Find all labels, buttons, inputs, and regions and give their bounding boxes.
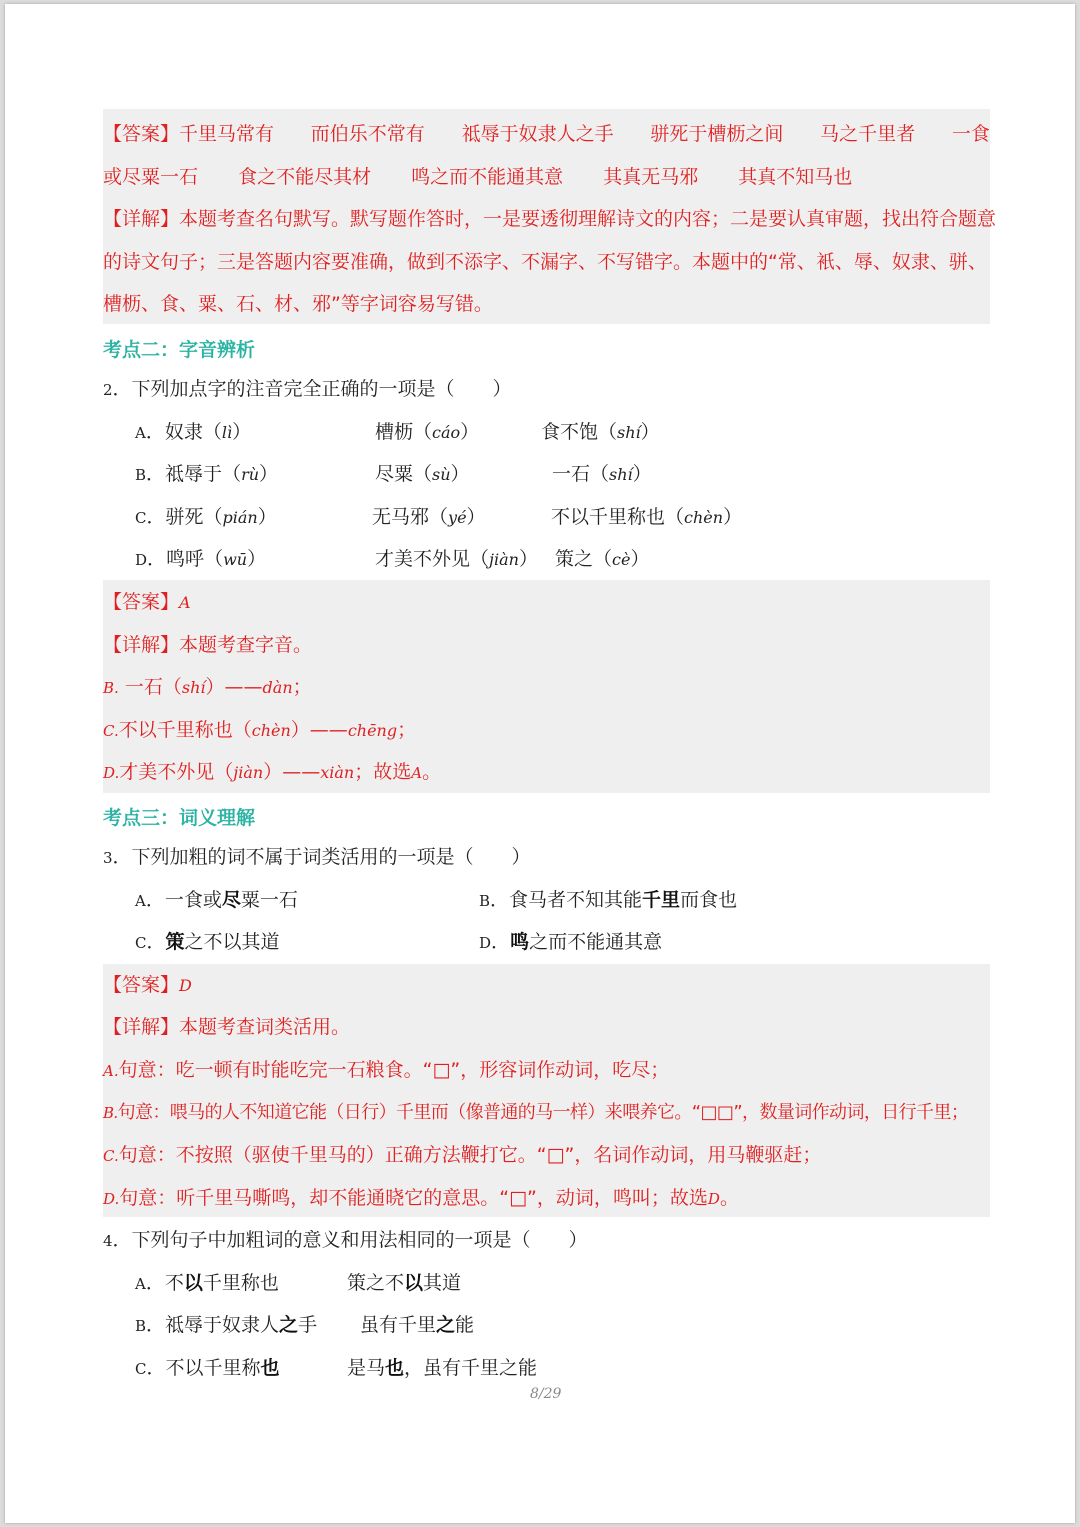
detail-text: 本题考查词类活用。 [179,1016,351,1038]
pinyin: rù [241,465,260,484]
q3-stem [103,845,531,870]
option-letter: A [135,892,146,910]
q2-option-b-word3: 一石（shí） [552,463,652,485]
q2-fix-b: B. 一石（shí）——dàn； [103,676,312,698]
question-number: 4 [103,1232,113,1250]
option-text: 之而不能通其意 [529,931,663,953]
q4-option-a-second [347,1271,461,1295]
pinyin-wrong: chèn [251,721,291,740]
answer-value: D [707,1190,720,1208]
bold-word: 也 [260,1357,280,1379]
detail-label: 【详解】 [103,1016,180,1038]
bold-word: 策 [165,931,185,953]
bold-word: 之 [436,1314,456,1336]
option-letter: B [479,892,491,910]
q2-option-a[interactable]: A．奴隶（lì） [135,421,252,443]
answer-item: 一食 [951,123,990,145]
answer-label: 【答案】 [103,123,180,145]
detail-label: 【详解】 [103,208,180,230]
answer-value: D [179,976,192,995]
page-number: 8/29 [530,1386,562,1402]
option-letter: C [135,1360,147,1378]
q2-option-a-word3: 食不饱（shí） [541,421,660,443]
punct: ；故选 [354,761,412,783]
punct: 。 [422,761,442,783]
q2-fix-d: D.才美不外见（jiàn）——xiàn；故选A。 [103,761,442,783]
q3-option-a[interactable] [135,888,298,913]
q4-stem [103,1228,588,1253]
pinyin: yé [448,508,467,527]
q1-detail-line-3: 槽枥、食、粟、石、材、邪”等字词容易写错。 [103,293,493,315]
pinyin-right: chēng [347,721,398,740]
question-text: ．下列加粗的词不属于词类活用的一项是（ ） [112,846,531,868]
option-text: 是马 [347,1357,386,1379]
option-letter: C [135,934,147,952]
pinyin: cè [612,550,631,569]
answer-item: 而伯乐不常有 [310,123,425,145]
q4-option-b-second [360,1313,474,1337]
q2-option-b[interactable]: B．祗辱于（rù） [135,463,279,485]
q2-option-b-word2: 尽粟（sù） [375,463,470,485]
answer-value: A [411,764,423,782]
q1-detail-line-1 [103,207,996,231]
punct: ； [397,719,417,741]
pinyin: shí [617,423,641,442]
explain-text: 句意：吃一顿有时能吃完一石粮食。“□”，形容词作动词，吃尽； [118,1059,670,1081]
option-word: 不以千里称也 [551,506,666,528]
section-heading: 考点二：字音辨析 [103,339,256,361]
option-word: 无马邪 [372,506,430,528]
answer-item: 骈死于槽枥之间 [650,123,784,145]
punct: 。 [719,1187,739,1209]
q2-option-d-word2: 才美不外见（jiàn） [375,548,538,570]
q4-option-a[interactable] [135,1271,279,1296]
q3-answer-box [103,964,990,1217]
option-text: 粟一石 [240,889,298,911]
option-text: ．不 [145,1272,184,1294]
question-number: 2 [103,381,113,399]
option-word: 一石 [552,463,591,485]
question-number: 3 [103,849,113,867]
answer-label: 【答案】 [103,591,180,613]
option-letter: C [135,509,147,527]
explain-text: 句意：不按照（驱使千里马的）正确方法鞭打它。“□”，名词作动词，用马鞭驱赶； [118,1144,822,1166]
option-word: 奴隶 [164,421,203,443]
q4-option-b[interactable] [135,1313,317,1338]
bold-word: 千里 [642,889,681,911]
option-word: 祗辱于 [165,463,223,485]
pinyin: chèn [684,508,724,527]
pinyin: sù [432,465,451,484]
option-text: 手 [298,1314,318,1336]
document-page [5,4,1075,1523]
q3-explain-c [103,1143,821,1168]
q3-explain-a [103,1058,669,1083]
q2-option-c-word2: 无马邪（yé） [372,506,486,528]
bold-word: 之 [279,1314,299,1336]
pinyin-wrong: shí [181,678,206,697]
option-letter: B. [103,679,119,697]
option-text: 能 [455,1314,475,1336]
option-letter: A [135,1275,146,1293]
bold-word: 也 [385,1357,405,1379]
question-text: ．下列句子中加粗词的意义和用法相同的一项是（ ） [112,1229,588,1251]
pinyin: pián [222,508,258,527]
q3-option-d[interactable] [479,930,662,955]
pinyin: cáo [432,423,461,442]
option-letter: A. [103,1062,119,1080]
option-word: 策之 [555,548,594,570]
option-word: 槽枥 [375,421,414,443]
option-text: ．祗辱于奴隶人 [146,1314,280,1336]
option-letter: D. [103,764,120,782]
answer-item: 或尽粟一石 [103,166,199,188]
option-letter: D [135,551,148,569]
q2-option-d[interactable]: D．鸣呼（wū） [135,548,267,570]
option-word: 鸣呼 [166,548,205,570]
option-text: ． [491,931,511,953]
q2-option-d-word3: 策之（cè） [555,548,650,570]
q2-option-c-word3: 不以千里称也（chèn） [551,506,743,528]
option-word: 骈死 [165,506,204,528]
fix-word: 一石 [124,676,163,698]
q3-option-c[interactable] [135,930,280,955]
option-letter: B. [103,1104,118,1122]
q2-stem [103,377,512,402]
q3-option-b[interactable] [479,888,737,913]
answer-label: 【答案】 [103,974,180,996]
answer-item: 鸣之而不能通其意 [411,166,564,188]
q2-option-a-word2: 槽枥（cáo） [375,421,480,443]
q3-explain-b [103,1101,968,1125]
pinyin-right: xiàn [320,763,355,782]
detail-label: 【详解】 [103,634,180,656]
option-letter: C. [103,1147,119,1165]
pinyin: shí [609,465,633,484]
question-text: ．下列加点字的注音完全正确的一项是（ ） [112,378,512,400]
q3-explain-d [103,1186,739,1211]
answer-value: A [179,593,191,612]
option-text: 其道 [423,1272,462,1294]
pinyin-right: dàn [262,678,293,697]
explain-text: 句意：喂马的人不知道它能（日行）千里而（像普通的马一样）来喂养它。“□□”，数量词作动词，日行千里； [117,1102,969,1123]
option-text: ．食马者不知其能 [490,889,643,911]
q3-detail [103,1015,350,1039]
answer-item: 其真不知马也 [738,166,853,188]
option-text: ． [146,931,166,953]
option-letter: D. [103,1190,120,1208]
pinyin-wrong: jiàn [233,763,264,782]
option-letter: B [135,1317,147,1335]
option-text: ．一食或 [145,889,222,911]
detail-text: 本题考查名句默写。默写题作答时，一是要透彻理解诗文的内容；二是要认真审题，找出符合题意 [179,208,997,230]
punct: ； [292,676,312,698]
q4-option-c-second [347,1356,537,1380]
option-letter: A [135,424,146,442]
q4-option-c[interactable] [135,1356,280,1381]
explain-text: 句意：听千里马嘶鸣，却不能通晓它的意思。“□”，动词，鸣叫；故选 [119,1187,708,1209]
bold-word: 以 [404,1272,424,1294]
option-letter: C. [103,722,119,740]
pinyin: lì [221,423,233,442]
q2-answer [103,590,191,615]
option-text: 虽有千里 [360,1314,437,1336]
option-letter: D [479,934,492,952]
option-word: 尽粟 [375,463,414,485]
fix-word: 不以千里称也 [118,719,233,741]
option-text: 之不以其道 [184,931,280,953]
bold-word: 尽 [221,889,241,911]
detail-text: 本题考查字音。 [179,634,313,656]
option-word: 才美不外见 [375,548,471,570]
pinyin: wū [223,550,248,569]
q3-answer [103,973,192,998]
pinyin: jiàn [489,550,519,569]
option-word: 食不饱 [541,421,599,443]
q2-fix-c: C.不以千里称也（chèn）——chēng； [103,719,417,741]
option-text: 而食也 [680,889,738,911]
bold-word: 以 [183,1272,203,1294]
answer-item: 千里马常有 [179,123,275,145]
q1-answer-line-2 [103,165,852,189]
q1-answer-line-1 [103,122,990,146]
fix-word: 才美不外见 [119,761,215,783]
answer-item: 马之千里者 [820,123,916,145]
q1-detail-line-2: 的诗文句子；三是答题内容要准确，做到不添字、不漏字、不写错字。本题中的“常、衹、辱、奴隶、骈、 [103,251,987,273]
q2-detail [103,633,312,657]
option-text: ．不以千里称 [146,1357,261,1379]
option-text: 千里称也 [202,1272,279,1294]
answer-item: 其真无马邪 [603,166,699,188]
answer-item: 祗辱于奴隶人之手 [461,123,614,145]
q2-option-c[interactable]: C．骈死（pián） [135,506,277,528]
option-letter: B [135,466,147,484]
section-heading: 考点三：词义理解 [103,807,256,829]
option-text: 策之不 [347,1272,405,1294]
answer-item: 食之不能尽其材 [238,166,372,188]
option-text: ，虽有千里之能 [404,1357,538,1379]
bold-word: 鸣 [510,931,530,953]
